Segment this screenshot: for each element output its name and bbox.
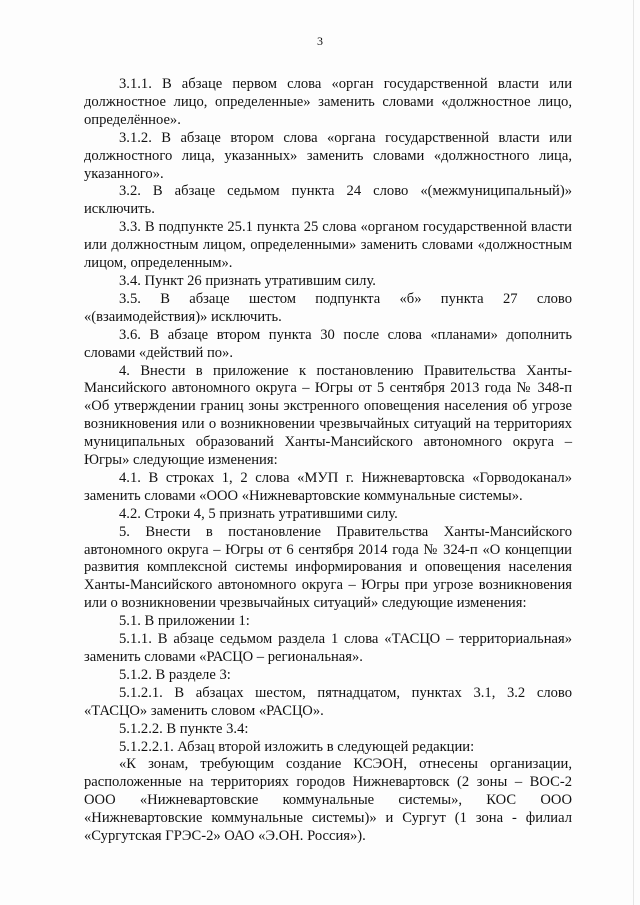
paragraph-3-2: 3.2. В абзаце седьмом пункта 24 слово «(межмуниципальный)» исключить. [84,183,572,218]
paragraph-3-3: 3.3. В подпункте 25.1 пункта 25 слова «органом государственной власти или должностным лицом, определенными» заменить словами «должностным лицом, определенным». [84,219,572,272]
paragraph-4-1: 4.1. В строках 1, 2 слова «МУП г. Нижневартовска «Горводоканал» заменить словами «ООО «Нижневартовские коммунальные системы». [84,469,572,504]
document-body [84,76,572,846]
scan-edge-line [633,0,634,905]
paragraph-5-1-2: 5.1.2. В разделе 3: [119,666,231,683]
paragraph-5-1-2-1: 5.1.2.1. В абзацах шестом, пятнадцатом, пунктах 3.1, 3.2 слово «ТАСЦО» заменить словом «РАСЦО». [84,684,572,719]
paragraph-5-1-1: 5.1.1. В абзаце седьмом раздела 1 слова «ТАСЦО – территориальная» заменить словами «РАСЦО – региональная». [84,631,572,665]
paragraph-5-1: 5.1. В приложении 1: [119,613,250,630]
paragraph-3-4: 3.4. Пункт 26 признать утратившим силу. [119,272,376,289]
paragraph-5: 5. Внести в постановление Правительства Ханты-Мансийского автономного округа – Югры от 6 сентября 2014 года № 324-п «О концепции развития комплексной системы информирования и оповещения населения Ханты-Мансийского автономного округа – Югры при угрозе возникновения или о возникновении чрезвычайных ситуаций» следующие изменения: [84,523,572,612]
paragraph-4: 4. Внести в приложение к постановлению Правительства Ханты-Мансийского автономного округа – Югры от 5 сентября 2013 года № 348-п «Об утверждении границ зоны экстренного оповещения населения об угрозе возникновения или о возникновении чрезвычайных ситуаций на территориях муниципальных образований Ханты-Мансийского автономного округа – Югры» следующие изменения: [84,362,572,469]
paragraph-3-1-2: 3.1.2. В абзаце втором слова «органа государственной власти или должностного лица, указанных» заменить словами «должностного лица, указанного». [84,129,572,182]
paragraph-quoted-text: «К зонам, требующим создание КСЭОН, отнесены организации, расположенные на территориях городов Нижневартовск (2 зоны – ВОС-2 ООО «Нижневартовские коммунальные системы», КОС ООО «Нижневартовские коммунальные системы)» и Сургут (1 зона - филиал «Сургутская ГРЭС-2» ОАО «Э.ОН. Россия»). [84,756,572,845]
paragraph-5-1-2-2-1: 5.1.2.2.1. Абзац второй изложить в следующей редакции: [119,738,475,755]
paragraph-3-5: 3.5. В абзаце шестом подпункта «б» пункта 27 слово «(взаимодействия)» исключить. [84,290,572,325]
page-number: 3 [317,34,323,48]
paragraph-5-1-2-2: 5.1.2.2. В пункте 3.4: [119,720,249,737]
paragraph-4-2: 4.2. Строки 4, 5 признать утратившими силу. [119,505,398,522]
paragraph-3-1-1: 3.1.1. В абзаце первом слова «орган государственной власти или должностное лицо, определенные» заменить словами «должностное лицо, определённое». [84,76,572,128]
paragraph-3-6: 3.6. В абзаце втором пункта 30 после слова «планами» дополнить словами «действий по». [84,326,572,361]
